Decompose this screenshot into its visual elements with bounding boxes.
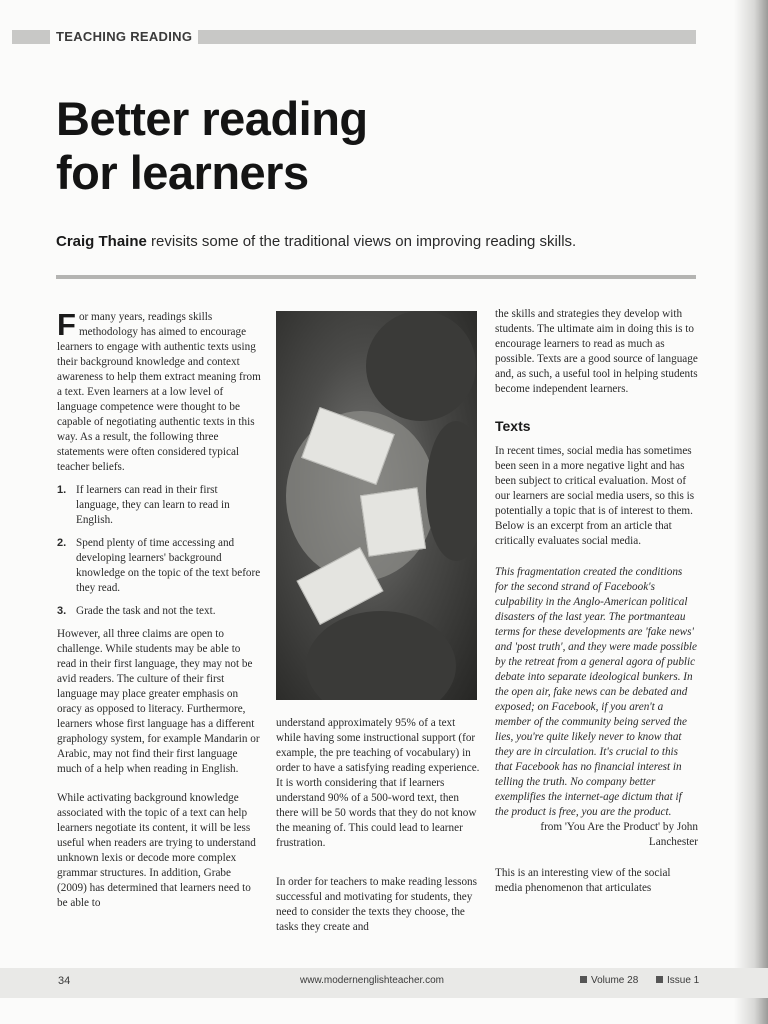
paragraph: In recent times, social media has sometimes been seen in a more negative light and has been subject to critical evaluation. Most of our learners are social media users, so this is potentially a topic that is of interest to them. Below is an excerpt from an article that critically evaluates social media.: [495, 445, 695, 547]
paragraph: This is an interesting view of the social media phenomenon that articulates: [495, 867, 671, 894]
drop-cap: F: [57, 307, 76, 342]
title-line-1: Better reading: [56, 92, 368, 145]
list-number: 2.: [57, 537, 67, 549]
column-3: [495, 307, 698, 896]
section-header-bar: [12, 30, 696, 44]
list-item: [57, 604, 262, 619]
intro-paragraph: [57, 307, 262, 475]
beliefs-list: [57, 483, 262, 619]
page-number: 34: [58, 975, 71, 987]
title-line-2: for learners: [56, 146, 309, 199]
square-bullet-icon: [580, 976, 587, 983]
students-reading-photo: [276, 311, 477, 700]
square-bullet-icon: [656, 976, 663, 983]
intro-text: or many years, readings skills methodology has aimed to encourage learners to engage with authentic texts using their background knowledge and context awareness to help them extract meaning from a text. Even learners at a low level of language competence were thought to be capable of negotiating authentic texts in this way. As a result, the following three statements were often considered typical teacher beliefs.: [57, 311, 261, 473]
paragraph: While activating background knowledge associated with the topic of a text can help learners negotiate its content, it will be less useful when readers are trying to understand unknown lexis or decode more complex grammar structures. In addition, Grabe (2009) has determined that learners need to be able to: [57, 792, 256, 909]
issue-label: [656, 975, 699, 986]
standfirst-text: revisits some of the traditional views on improving reading skills.: [146, 233, 577, 250]
page-gutter-shadow: [734, 0, 768, 1024]
column-1: [57, 307, 262, 911]
paragraph: However, all three claims are open to challenge. While students may be able to read in their first language, they may not be avid readers. The culture of their first language may place greater emphasis on oracy as opposed to literacy. Furthermore, learners whose first language has a different graphology system, for example Mandarin or Arabic, may not find their first language much of a help when reading in English.: [57, 628, 260, 775]
texts-heading: Texts: [495, 418, 531, 434]
quote-source: from 'You Are the Product' by John Lanchester: [540, 821, 698, 848]
list-text: Grade the task and not the text.: [76, 605, 216, 617]
volume-label: [580, 975, 638, 986]
website-url: www.modernenglishteacher.com: [300, 975, 444, 986]
column-2: [276, 716, 482, 935]
paragraph: the skills and strategies they develop with students. The ultimate aim in doing this is to encourage learners to read as much as possible. Texts are a good source of language and, as such, a useful tool in helping students become independent learners.: [495, 308, 698, 395]
list-item: [57, 483, 262, 528]
paragraph: understand approximately 95% of a text while having some instructional support (for example, the pre teaching of vocabulary) in order to have a satisfying reading experience. It is worth considering that if learners understand 90% of a 500-word text, then there will be 50 words that they do not know the meaning of. This could lead to learner frustration.: [276, 717, 480, 849]
volume-text: Volume 28: [591, 975, 639, 986]
list-number: 3.: [57, 605, 67, 617]
list-item: [57, 536, 262, 596]
list-text: If learners can read in their first language, they can learn to read in English.: [76, 484, 230, 526]
header-rule: [56, 275, 696, 279]
article-standfirst: [56, 233, 576, 250]
section-label: TEACHING READING: [50, 28, 198, 46]
article-title: [56, 92, 368, 200]
quoted-excerpt: This fragmentation created the conditions for the second strand of Facebook's culpability in the Anglo-American political disasters of the last year. The portmanteau terms for these developments are 'fake news' and 'post truth', and they were made possible by the retreat from a general agora of public debate into separate ideological bunkers. In the open air, fake news can be debated and exposed; on Facebook, if you aren't a member of the community being served the lies, you're quite likely never to know that they are in circulation. It's crucial to this that Facebook has no financial interest in telling the truth. No company better exemplifies the internet-age dictum that if the product is free, you are the product.: [495, 566, 697, 818]
author-name: Craig Thaine: [56, 233, 147, 250]
issue-text: Issue 1: [667, 975, 700, 986]
list-number: 1.: [57, 484, 67, 496]
list-text: Spend plenty of time accessing and developing learners' background knowledge on the topic of the text before they read.: [76, 537, 261, 594]
paragraph: In order for teachers to make reading lessons successful and motivating for students, they need to consider the texts they choose, the tasks they create and: [276, 876, 477, 933]
